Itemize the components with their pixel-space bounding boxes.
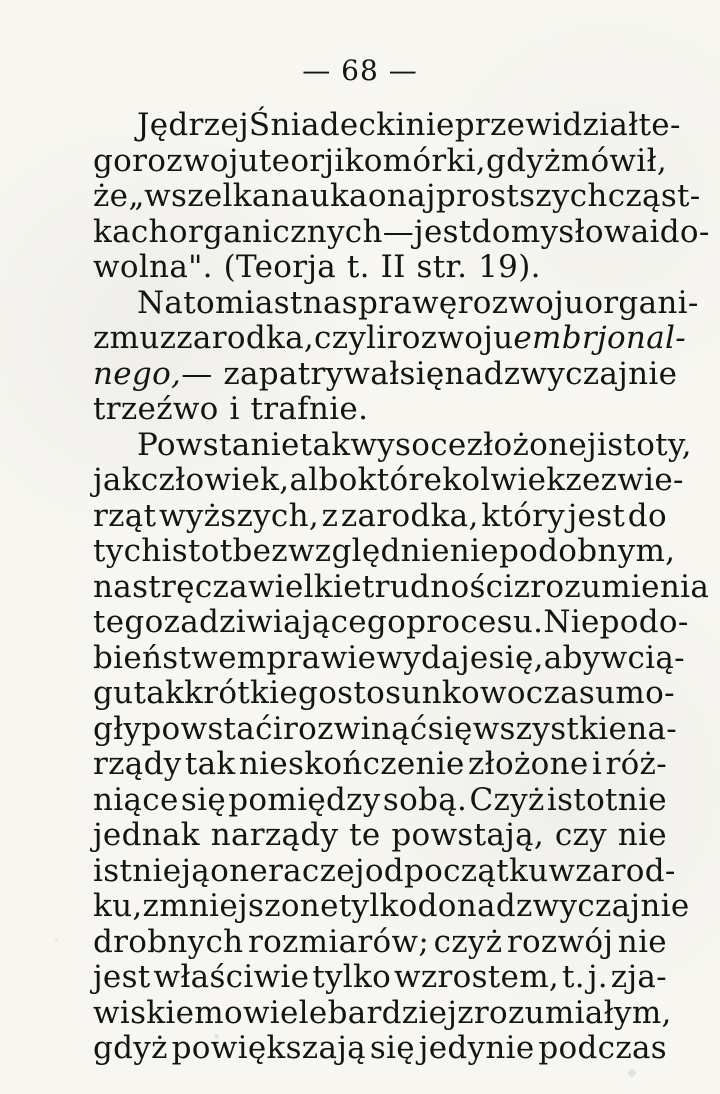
- word: się: [180, 781, 226, 818]
- word: w: [600, 639, 628, 676]
- text-line-16: [93, 639, 685, 677]
- word: powstać: [141, 710, 273, 747]
- word: rozwoju: [132, 142, 259, 179]
- word: jest: [567, 497, 626, 534]
- text-line-17: [93, 675, 675, 712]
- word: cząst-: [607, 178, 701, 214]
- word: pomiędzy: [228, 781, 381, 818]
- word: nadzwyczajnie: [456, 888, 690, 924]
- word: i: [591, 746, 603, 782]
- italic-word: nego,: [93, 355, 182, 392]
- word: wielkie: [247, 568, 362, 605]
- word: istoty,: [596, 426, 692, 463]
- text-line-5: wolna". (Teorja t. II str. 19).: [93, 249, 541, 285]
- word: Jędrzej: [137, 107, 249, 143]
- word: o: [223, 994, 243, 1031]
- word: rozwój: [506, 923, 614, 960]
- word: wiele: [242, 994, 328, 1031]
- word: nie: [405, 107, 455, 143]
- word: gdyż: [93, 1030, 168, 1066]
- word: wzrostem,: [393, 959, 560, 995]
- text-line-20: [93, 783, 667, 819]
- word: kach: [93, 213, 169, 250]
- paper-spot: [55, 938, 58, 941]
- text-line-8: [93, 355, 678, 393]
- text-line-1: [93, 107, 681, 144]
- text-line-4: [93, 213, 710, 251]
- word: mówił,: [560, 142, 668, 179]
- word: róż-: [605, 746, 667, 782]
- word: rząt: [93, 497, 157, 534]
- word: do-: [659, 213, 710, 250]
- italic-word: embrjonal-: [513, 320, 687, 356]
- text-line-10: [93, 426, 692, 464]
- text-line-9: trzeźwo i trafnie.: [93, 391, 369, 427]
- word: wyższych,: [158, 497, 320, 534]
- word: na-: [627, 710, 678, 747]
- word: tego: [93, 604, 164, 640]
- word: czyż: [433, 923, 503, 960]
- word: cią-: [627, 639, 685, 676]
- text-line-7: [93, 320, 687, 357]
- text-line-22: [93, 852, 676, 890]
- word: w: [548, 852, 576, 889]
- word: zrozumiałym,: [457, 994, 672, 1031]
- word: gdyż: [485, 142, 561, 179]
- word: rozwoju: [386, 320, 514, 356]
- word: rozwinąć: [283, 710, 428, 747]
- text-line-6: [93, 284, 699, 322]
- word: zadziwiającego: [163, 604, 407, 640]
- word: Natomiast: [137, 284, 303, 321]
- word: złożone: [468, 746, 589, 782]
- word: zarodka,: [340, 497, 479, 534]
- word: czasu: [525, 675, 616, 711]
- word: tak: [133, 675, 185, 711]
- word: istotnie: [546, 781, 667, 818]
- word: sobą.: [382, 781, 468, 818]
- word: trudności: [361, 568, 514, 605]
- word: sprawę: [341, 284, 458, 321]
- word: do: [417, 888, 457, 924]
- word: jest: [93, 959, 151, 995]
- word: jednak: [93, 817, 200, 853]
- word: zarodka,: [176, 320, 315, 356]
- word: że: [93, 178, 129, 214]
- word: jak: [93, 462, 141, 498]
- word: bieństwem: [93, 639, 267, 676]
- word: zwie-: [600, 462, 684, 498]
- text-line-26: [93, 994, 672, 1032]
- word: którekolwiek: [357, 462, 566, 498]
- word: się,: [488, 639, 544, 676]
- text-line-3: [93, 178, 701, 215]
- word: bezwzględnie: [232, 533, 450, 569]
- word: czyli: [314, 320, 387, 356]
- word: procesu.: [406, 604, 544, 640]
- word: rozwoju: [457, 284, 585, 321]
- word: nauka: [270, 178, 368, 214]
- word: się: [427, 710, 473, 747]
- word: nie: [617, 923, 667, 960]
- word: o: [367, 178, 387, 214]
- text-line-23: [93, 888, 690, 925]
- word: prawie: [266, 639, 377, 676]
- word: „wszelka: [128, 178, 271, 214]
- text-line-15: [93, 604, 689, 641]
- word: nie: [617, 817, 667, 853]
- word: zmu: [93, 320, 160, 356]
- word: człowiek,: [140, 462, 290, 498]
- word: rozmiarów;: [247, 923, 430, 960]
- text-line-19: [93, 747, 667, 783]
- word: wysoce: [350, 426, 467, 463]
- word: wiskiem: [93, 994, 224, 1031]
- word: zja-: [610, 959, 667, 995]
- word: te: [349, 817, 381, 853]
- word: początku: [403, 852, 549, 889]
- word: nastręcza: [93, 568, 248, 605]
- word: do: [627, 497, 667, 534]
- word: niepodobnym,: [449, 533, 676, 569]
- text-line-14: [93, 568, 710, 606]
- word: j.: [587, 959, 608, 995]
- word: przewidział: [454, 107, 639, 143]
- word: najprostszych: [386, 178, 608, 214]
- word: teorji: [258, 142, 345, 179]
- word: rządy: [93, 746, 182, 782]
- word: mo-: [615, 675, 675, 711]
- word: gu: [93, 675, 134, 711]
- word: organicznych—jest: [168, 213, 472, 250]
- text-line-18: [93, 710, 678, 748]
- text-line-11: [93, 462, 684, 499]
- word: wszystkie: [472, 710, 628, 747]
- word: ku,: [93, 888, 143, 924]
- word: te-: [638, 107, 681, 143]
- word: z: [321, 497, 339, 534]
- text-line-12: [93, 499, 667, 535]
- word: nadzwyczajnie: [444, 355, 678, 392]
- word: wydaje: [376, 639, 489, 676]
- word: Powstanie: [137, 426, 300, 463]
- word: stosunkowo: [337, 675, 526, 711]
- word: bardziej: [327, 994, 458, 1031]
- word: niące: [93, 781, 179, 818]
- word: tak: [299, 426, 351, 463]
- word: tak: [184, 746, 236, 782]
- word: na: [302, 284, 342, 321]
- word: nieskończenie: [238, 746, 465, 782]
- word: aby: [543, 639, 601, 676]
- word: go: [93, 142, 133, 179]
- word: zmniejszone: [142, 888, 339, 924]
- word: się: [369, 1030, 415, 1066]
- word: podczas: [538, 1030, 667, 1066]
- word: się: [399, 355, 445, 392]
- word: narządy: [210, 817, 339, 853]
- text-line-25: [93, 960, 667, 996]
- word: Czyż: [469, 781, 545, 818]
- paper-spot: [628, 1069, 636, 1077]
- text-line-21: [93, 818, 667, 854]
- word: i: [649, 213, 660, 250]
- word: raczej: [268, 852, 365, 889]
- word: organi-: [584, 284, 699, 321]
- word: gły: [93, 710, 142, 747]
- page-number: — 68 —: [302, 54, 418, 87]
- word: istot: [161, 533, 233, 569]
- word: który: [481, 497, 566, 534]
- word: istnieją: [93, 852, 211, 889]
- word: czy: [554, 817, 607, 853]
- word: one: [210, 852, 268, 889]
- word: tych: [93, 533, 162, 569]
- word: Śniadecki: [248, 107, 406, 143]
- word: albo: [289, 462, 358, 498]
- word: powstają,: [391, 817, 545, 853]
- word: domysłowa: [471, 213, 650, 250]
- word: tylko: [338, 888, 418, 924]
- text-line-27: [93, 1031, 667, 1067]
- word: komórki,: [344, 142, 486, 179]
- text-line-24: [93, 925, 667, 961]
- word: ze: [565, 462, 601, 498]
- word: drobnych: [93, 923, 244, 960]
- word: tylko: [312, 959, 392, 995]
- word: t.: [561, 959, 585, 995]
- word: złożonej: [466, 426, 597, 463]
- word: i: [272, 710, 284, 747]
- word: — zapatrywał: [181, 355, 400, 392]
- word: zarod-: [575, 852, 676, 889]
- word: z: [159, 320, 177, 356]
- word: Niepodo-: [543, 604, 689, 640]
- word: właściwie: [153, 959, 310, 995]
- word: powiększają: [171, 1030, 366, 1066]
- word: zrozumienia: [513, 568, 710, 605]
- word: krótkiego: [184, 675, 338, 711]
- text-line-13: [93, 533, 676, 570]
- word: jedynie: [418, 1030, 535, 1066]
- page-body-text: [93, 107, 710, 1067]
- word: od: [364, 852, 404, 889]
- text-line-2: [93, 144, 667, 180]
